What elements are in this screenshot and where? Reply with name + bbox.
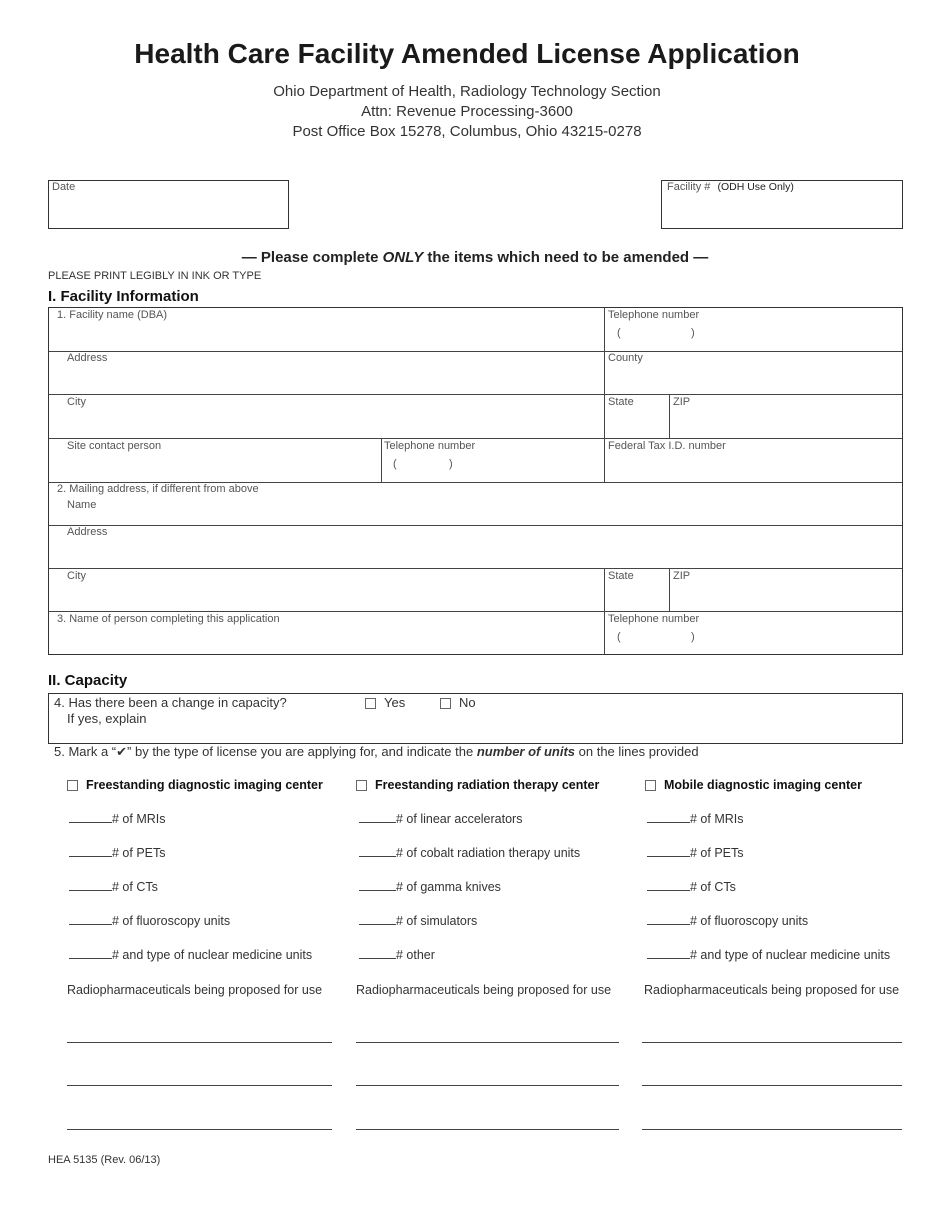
unit-label: # of MRIs bbox=[690, 812, 744, 826]
odh-use-only-note: (ODH Use Only) bbox=[717, 181, 794, 193]
row-divider bbox=[49, 438, 902, 439]
col-divider bbox=[669, 394, 670, 438]
address-line-1: Ohio Department of Health, Radiology Technology Section bbox=[273, 83, 661, 100]
col-divider bbox=[604, 308, 605, 482]
unit-count-field[interactable] bbox=[359, 846, 580, 860]
county-field[interactable]: County bbox=[608, 352, 643, 364]
area-code-open-paren: ( bbox=[393, 458, 397, 470]
area-code-open-paren: ( bbox=[617, 631, 621, 643]
capacity-question: 4. Has there been a change in capacity? bbox=[54, 695, 287, 710]
unit-label: # of simulators bbox=[396, 914, 478, 928]
license-option-freestanding-diagnostic[interactable] bbox=[67, 778, 323, 792]
unit-count-field[interactable] bbox=[69, 846, 166, 860]
write-in-line[interactable] bbox=[642, 1085, 902, 1086]
checkbox-icon[interactable] bbox=[356, 780, 367, 791]
col-divider bbox=[604, 568, 605, 655]
unit-label: # of CTs bbox=[112, 880, 158, 894]
unit-label: # of fluoroscopy units bbox=[112, 914, 231, 928]
print-legibly-note: PLEASE PRINT LEGIBLY IN INK OR TYPE bbox=[48, 270, 262, 282]
area-code-open-paren: ( bbox=[617, 327, 621, 339]
unit-count-field[interactable] bbox=[647, 914, 808, 928]
unit-label: # of MRIs bbox=[112, 812, 166, 826]
zip-field-1[interactable]: ZIP bbox=[673, 396, 691, 408]
unit-count-field[interactable] bbox=[69, 914, 230, 928]
unit-label: # of PETs bbox=[112, 846, 166, 860]
q5-mid: ” by the type of license you are applying for, and indicate the bbox=[127, 744, 477, 759]
unit-label: # of gamma knives bbox=[396, 880, 501, 894]
write-in-line[interactable] bbox=[67, 1085, 332, 1086]
col-divider bbox=[381, 438, 382, 482]
unit-label: # and type of nuclear medicine units bbox=[112, 948, 313, 962]
write-in-line[interactable] bbox=[67, 1042, 332, 1043]
unit-count-field[interactable] bbox=[359, 914, 477, 928]
q5-post: on the lines provided bbox=[575, 744, 699, 759]
telephone-field-2[interactable]: Telephone number bbox=[384, 440, 476, 452]
radiopharmaceuticals-label: Radiopharmaceuticals being proposed for use bbox=[644, 983, 900, 997]
unit-label: # of PETs bbox=[690, 846, 744, 860]
mailing-city-field[interactable]: City bbox=[67, 570, 86, 582]
date-field[interactable] bbox=[48, 180, 289, 229]
license-option-freestanding-radiation[interactable] bbox=[356, 778, 599, 792]
mailing-zip-field[interactable]: ZIP bbox=[673, 570, 691, 582]
capacity-change-box bbox=[48, 693, 903, 744]
q5-bold: number of units bbox=[476, 744, 576, 759]
unit-count-field[interactable] bbox=[69, 812, 166, 826]
mailing-address-label: 2. Mailing address, if different from above bbox=[57, 483, 259, 495]
facility-name-field[interactable]: 1. Facility name (DBA) bbox=[57, 309, 168, 321]
license-type-instruction bbox=[54, 744, 699, 760]
checkbox-icon[interactable] bbox=[440, 698, 451, 709]
row-divider bbox=[49, 568, 902, 569]
mailing-address-field[interactable]: Address bbox=[67, 526, 108, 538]
unit-label: # of cobalt radiation therapy units bbox=[396, 846, 581, 860]
form-id: HEA 5135 (Rev. 06/13) bbox=[48, 1154, 161, 1166]
column-3-heading: Mobile diagnostic imaging center bbox=[664, 778, 862, 792]
write-in-line[interactable] bbox=[67, 1129, 332, 1130]
area-code-close-paren: ) bbox=[691, 327, 695, 339]
area-code-close-paren: ) bbox=[691, 631, 695, 643]
license-option-mobile-diagnostic[interactable] bbox=[645, 778, 862, 792]
facility-number-label: Facility # bbox=[667, 181, 711, 193]
facility-info-grid bbox=[48, 307, 903, 655]
site-contact-field[interactable]: Site contact person bbox=[67, 440, 162, 452]
checkmark-icon: ✔ bbox=[116, 744, 128, 759]
form-title: Health Care Facility Amended License Application bbox=[134, 38, 800, 69]
yes-label: Yes bbox=[384, 695, 406, 710]
instruction-post: the items which need to be amended — bbox=[423, 249, 709, 266]
instruction-banner bbox=[0, 249, 950, 266]
unit-label: # of linear accelerators bbox=[396, 812, 523, 826]
radiopharmaceuticals-label: Radiopharmaceuticals being proposed for use bbox=[356, 983, 612, 997]
unit-label: # and type of nuclear medicine units bbox=[690, 948, 891, 962]
unit-label: # other bbox=[396, 948, 435, 962]
row-divider bbox=[49, 525, 902, 526]
mailing-name-field[interactable]: Name bbox=[67, 499, 97, 511]
section-2-heading: II. Capacity bbox=[48, 672, 128, 689]
checkbox-icon[interactable] bbox=[67, 780, 78, 791]
capacity-no-option[interactable] bbox=[440, 695, 476, 710]
telephone-field-1[interactable]: Telephone number bbox=[608, 309, 700, 321]
radiopharmaceuticals-label: Radiopharmaceuticals being proposed for use bbox=[67, 983, 323, 997]
date-label: Date bbox=[52, 181, 76, 193]
unit-count-field[interactable] bbox=[647, 880, 736, 894]
row-divider bbox=[49, 611, 902, 612]
address-field-1[interactable]: Address bbox=[67, 352, 108, 364]
row-divider bbox=[49, 351, 902, 352]
row-divider bbox=[604, 394, 902, 395]
col-divider bbox=[669, 568, 670, 611]
unit-count-field[interactable] bbox=[69, 948, 312, 962]
capacity-yes-option[interactable] bbox=[365, 695, 405, 710]
q5-pre: 5. Mark a “ bbox=[54, 744, 117, 759]
write-in-line[interactable] bbox=[356, 1129, 619, 1130]
no-label: No bbox=[459, 695, 476, 710]
column-2-heading: Freestanding radiation therapy center bbox=[375, 778, 600, 792]
instruction-pre: — Please complete bbox=[241, 249, 383, 266]
unit-count-field[interactable] bbox=[359, 812, 522, 826]
address-line-2: Attn: Revenue Processing-3600 bbox=[361, 103, 573, 120]
unit-count-field[interactable] bbox=[359, 880, 501, 894]
unit-count-field[interactable] bbox=[647, 812, 744, 826]
checkbox-icon[interactable] bbox=[645, 780, 656, 791]
telephone-field-3[interactable]: Telephone number bbox=[608, 613, 700, 625]
unit-count-field[interactable] bbox=[647, 846, 744, 860]
unit-label: # of fluoroscopy units bbox=[690, 914, 809, 928]
person-completing-field[interactable]: 3. Name of person completing this application bbox=[57, 613, 280, 625]
address-line-3: Post Office Box 15278, Columbus, Ohio 43215-0278 bbox=[292, 123, 642, 140]
section-1-heading: I. Facility Information bbox=[48, 288, 199, 305]
explain-field[interactable]: If yes, explain bbox=[67, 711, 147, 726]
column-1-heading: Freestanding diagnostic imaging center bbox=[86, 778, 323, 792]
write-in-line[interactable] bbox=[356, 1085, 619, 1086]
area-code-close-paren: ) bbox=[449, 458, 453, 470]
unit-count-field[interactable] bbox=[647, 948, 890, 962]
city-field-1[interactable]: City bbox=[67, 396, 86, 408]
write-in-line[interactable] bbox=[642, 1129, 902, 1130]
row-divider bbox=[49, 394, 604, 395]
federal-tax-id-field[interactable]: Federal Tax I.D. number bbox=[608, 440, 726, 452]
unit-count-field[interactable] bbox=[359, 948, 435, 962]
write-in-line[interactable] bbox=[642, 1042, 902, 1043]
state-field-1[interactable]: State bbox=[608, 396, 634, 408]
mailing-state-field[interactable]: State bbox=[608, 570, 634, 582]
unit-label: # of CTs bbox=[690, 880, 736, 894]
facility-number-field[interactable] bbox=[661, 180, 903, 229]
checkbox-icon[interactable] bbox=[365, 698, 376, 709]
instruction-only: ONLY bbox=[382, 249, 424, 266]
unit-count-field[interactable] bbox=[69, 880, 158, 894]
write-in-line[interactable] bbox=[356, 1042, 619, 1043]
